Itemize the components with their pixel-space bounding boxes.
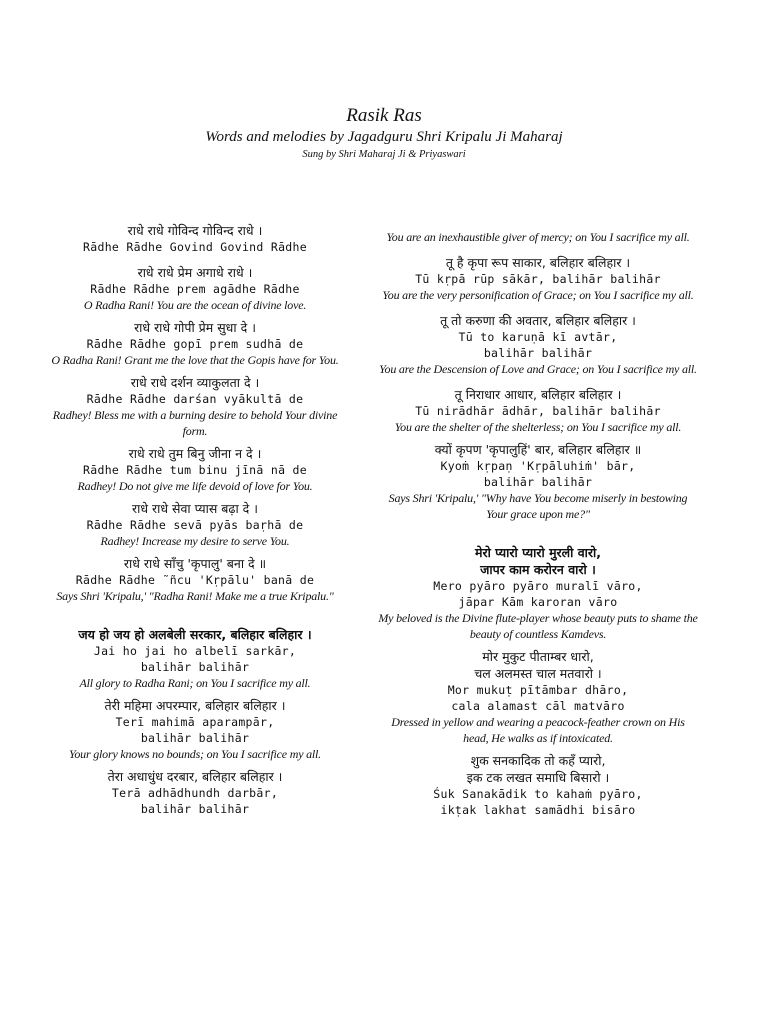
transliteration-line: Terā adhādhundh darbār, — [111, 786, 279, 800]
translation-line: My beloved is the Divine flute-player whose beauty puts to shame the beauty of countless Kamdevs. — [378, 611, 698, 641]
translation-line: Radhey! Increase my desire to serve You. — [100, 534, 290, 548]
hindi-line: शुक सनकादिक तो कहँ प्यारो, — [470, 753, 606, 768]
transliteration-line: balihār balihār — [483, 346, 593, 360]
transliteration-line: Rādhe Rādhe gopī prem sudhā de — [86, 337, 304, 351]
translation-line: Radhey! Bless me with a burning desire to behold Your divine form. — [52, 408, 338, 438]
hindi-line: मेरो प्यारो प्यारो मुरली वारो, — [474, 545, 602, 560]
transliteration-line: Rādhe Rādhe Govind Govind Rādhe — [83, 240, 307, 254]
translation-line: You are the very personification of Grace; on You I sacrifice my all. — [382, 288, 694, 302]
transliteration-line: balihār balihār — [140, 660, 250, 674]
verse — [378, 229, 698, 245]
verse — [40, 445, 350, 494]
transliteration-line: balihār balihār — [140, 802, 250, 816]
hindi-line: तू है कृपा रूप साकार, बलिहार बलिहार । — [445, 255, 631, 270]
translation-line: All glory to Radha Rani; on You I sacrifice my all. — [79, 676, 311, 690]
verse — [40, 500, 350, 549]
hindi-line: राधे राधे गोविन्द गोविन्द राधे । — [127, 223, 263, 238]
transliteration-line: cala alamast cāl matvāro — [451, 699, 625, 713]
hindi-line: राधे राधे सेवा प्यास बढ़ा दे । — [131, 501, 259, 516]
right-column — [378, 229, 698, 818]
verse — [378, 752, 698, 818]
hindi-line: जय हो जय हो अलबेली सरकार, बलिहार बलिहार । — [78, 627, 312, 642]
transliteration-line: Tū kṛpā rūp sākār, balihār balihār — [415, 272, 661, 286]
verse — [40, 555, 350, 604]
transliteration-line: Tū to karuṇā kī avtār, — [458, 330, 618, 344]
translation-line: Radhey! Do not give me life devoid of love for You. — [77, 479, 313, 493]
hindi-line: राधे राधे दर्शन व्याकुलता दे । — [130, 375, 260, 390]
hindi-line: मोर मुकुट पीताम्बर धारो, — [482, 649, 594, 664]
verse — [40, 264, 350, 313]
transliteration-line: Terī mahimā aparampār, — [115, 715, 275, 729]
translation-line: Dressed in yellow and wearing a peacock-feather crown on His head, He walks as if intoxicated. — [391, 715, 685, 745]
hindi-line: राधे राधे प्रेम अगाधे राधे । — [137, 265, 253, 280]
transliteration-line: Mor mukuṭ pītāmbar dhāro, — [447, 683, 629, 697]
hindi-line: इक टक लखत समाधि बिसारो । — [466, 770, 610, 785]
transliteration-line: Rādhe Rādhe darśan vyākultā de — [86, 392, 304, 406]
page-subtitle: Words and melodies by Jagadguru Shri Kripalu Ji Maharaj — [205, 129, 563, 145]
translation-line: Your glory knows no bounds; on You I sacrifice my all. — [69, 747, 321, 761]
translation-line: O Radha Rani! Grant me the love that the Gopis have for You. — [51, 353, 339, 367]
transliteration-line: Śuk Sanakādik to kahaṁ pyāro, — [433, 787, 643, 801]
verse — [378, 254, 698, 303]
hindi-line: तू निराधार आधार, बलिहार बलिहार । — [454, 387, 622, 402]
translation-line: Says Shri 'Kripalu,' "Radha Rani! Make me a true Kripalu." — [56, 589, 334, 603]
translation-line: O Radha Rani! You are the ocean of divine love. — [83, 298, 307, 312]
verse — [378, 386, 698, 435]
transliteration-line: balihār balihār — [483, 475, 593, 489]
translation-line: Says Shri 'Kripalu,' "Why have You become miserly in bestowing Your grace upon me?" — [388, 491, 688, 521]
transliteration-line: ikṭak lakhat samādhi bisāro — [440, 803, 636, 817]
verse — [378, 544, 698, 642]
transliteration-line: jāpar Kām karoran vāro — [458, 595, 618, 609]
translation-line: You are the Descension of Love and Grace; on You I sacrifice my all. — [379, 362, 697, 376]
verse — [40, 222, 350, 255]
left-column — [40, 222, 350, 817]
hindi-line: तेरी महिमा अपरम्पार, बलिहार बलिहार । — [104, 698, 286, 713]
verse — [40, 374, 350, 439]
hindi-line: क्यों कृपण 'कृपालुहिं' बार, बलिहार बलिहार ॥ — [434, 442, 642, 457]
translation-line: You are an inexhaustible giver of mercy; on You I sacrifice my all. — [386, 230, 690, 244]
verse — [378, 312, 698, 377]
transliteration-line: balihār balihār — [140, 731, 250, 745]
hindi-line: तेरा अधाधुंध दरबार, बलिहार बलिहार । — [107, 769, 283, 784]
verse — [378, 441, 698, 522]
verse — [40, 697, 350, 762]
transliteration-line: Rādhe Rādhe ˜ñcu 'Kṛpālu' banā de — [75, 573, 315, 587]
transliteration-line: Jai ho jai ho albelī sarkār, — [93, 644, 297, 658]
transliteration-line: Kyoṁ kṛpaṇ 'Kṛpāluhiṁ' bār, — [440, 459, 636, 473]
transliteration-line: Rādhe Rādhe tum binu jīnā nā de — [83, 463, 307, 477]
hindi-line: चल अलमस्त चाल मतवारो । — [474, 666, 602, 681]
verse — [40, 626, 350, 691]
verse — [40, 319, 350, 368]
hindi-line: तू तो करुणा की अवतार, बलिहार बलिहार । — [440, 313, 636, 328]
hindi-line: जापर काम करोरन वारो । — [480, 562, 596, 577]
hindi-line: राधे राधे तुम बिनु जीना न दे । — [128, 446, 262, 461]
transliteration-line: Mero pyāro pyāro muralī vāro, — [433, 579, 643, 593]
page-title: Rasik Ras — [346, 105, 422, 126]
sung-by-credit: Sung by Shri Maharaj Ji & Priyaswari — [302, 149, 466, 160]
verse — [378, 648, 698, 746]
transliteration-line: Tū nirādhār ādhār, balihār balihār — [415, 404, 661, 418]
verse — [40, 768, 350, 817]
hindi-line: राधे राधे साँचु 'कृपालु' बना दे ॥ — [123, 556, 267, 571]
transliteration-line: Rādhe Rādhe sevā pyās baṛhā de — [86, 518, 304, 532]
transliteration-line: Rādhe Rādhe prem agādhe Rādhe — [90, 282, 300, 296]
hindi-line: राधे राधे गोपी प्रेम सुधा दे । — [134, 320, 256, 335]
translation-line: You are the shelter of the shelterless; on You I sacrifice my all. — [394, 420, 682, 434]
